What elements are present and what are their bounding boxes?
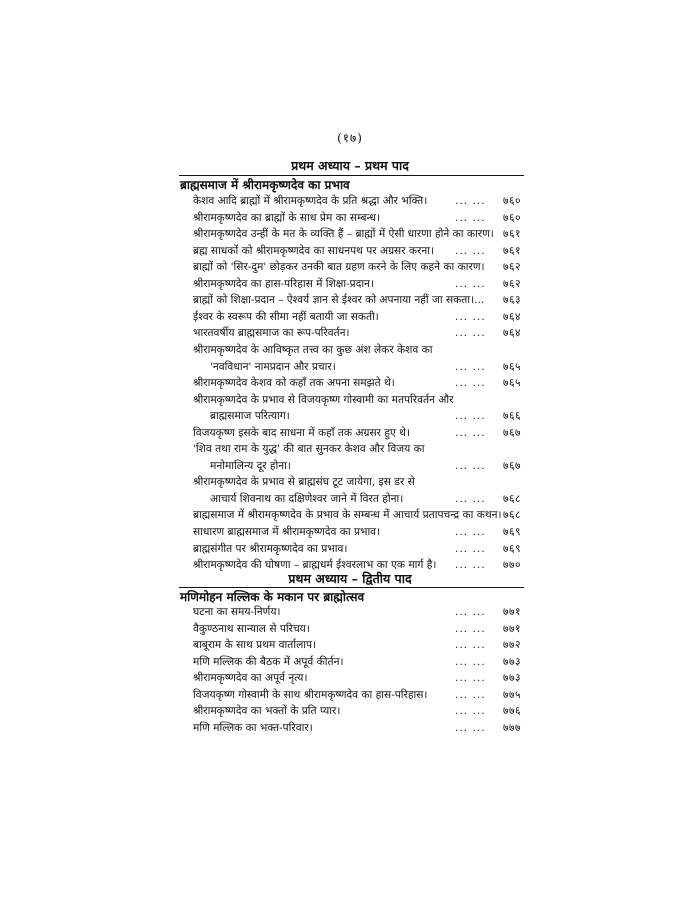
toc-entry-leader: ... ... [455, 360, 486, 373]
toc-entry [0, 309, 700, 325]
toc-entry [0, 621, 700, 637]
toc-entry-leader: ... ... [455, 310, 486, 323]
chapter-title: ब्राह्मसमाज में श्रीरामकृष्णदेव का प्रभाव [180, 178, 350, 192]
chapter-title: मणिमोहन मल्लिक के मकान पर ब्राह्मोत्सव [180, 590, 365, 604]
toc-entry [0, 425, 700, 441]
toc-entry-title: ब्रह्म साधकों को श्रीरामकृष्णदेव का साधनपथ पर अग्रसर करना। [193, 244, 435, 257]
toc-entry-page: ७७५ [503, 688, 522, 701]
toc-entry-leader: ... ... [455, 705, 486, 718]
toc-entry-page: ७६३ [503, 294, 522, 307]
toc-entry [0, 375, 700, 391]
toc-entry-title: विजयकृष्ण गोस्वामी के साथ श्रीरामकृष्णदेव का हास-परिहास। [193, 688, 428, 701]
toc-entry-page: ७७७ [503, 721, 522, 734]
toc-entry [0, 541, 700, 557]
toc-entry-leader: ... ... [455, 655, 486, 668]
toc-entry-title: ब्राह्मों को शिक्षा-प्रदान – ऐश्वर्य ज्ञान से ईश्वर को अपनाया नहीं जा सकता।... [193, 294, 485, 307]
toc-entry-title: आचार्य शिवनाथ का दक्षिणेश्वर जाने में विरत होना। [210, 492, 404, 505]
toc-entry-page: ७७६ [503, 705, 522, 718]
toc-entry-title: ब्राह्मसमाज परित्याग। [210, 410, 290, 423]
toc-entry-page: ७६४ [503, 327, 522, 340]
toc-entry-leader: ... ... [455, 622, 486, 635]
toc-entry-leader: ... ... [455, 688, 486, 701]
toc-entry [0, 342, 700, 358]
toc-entry-title: विजयकृष्ण इसके बाद साधना में कहाँ तक अग्रसर हुए थे। [193, 426, 410, 439]
toc-entry [0, 193, 700, 209]
page-number: (१७) [337, 131, 363, 145]
toc-entry-title: साधारण ब्राह्मसमाज में श्रीरामकृष्णदेव का प्रभाव। [193, 526, 381, 538]
toc-entry-leader: ... ... [455, 459, 486, 472]
toc-entry [0, 637, 700, 653]
toc-entry-page: ७७१ [503, 622, 522, 635]
toc-entry [0, 359, 700, 375]
toc-entry-page: ७६६ [503, 410, 522, 423]
toc-entry-leader: ... ... [455, 211, 486, 224]
toc-entry-title: श्रीरामकृष्णदेव के आविष्कृत तत्त्व का कुछ अंश लेकर केशव का [193, 343, 433, 356]
toc-entry-title: श्रीरामकृष्णदेव का हास-परिहास में शिक्षा-प्रदान। [193, 277, 374, 290]
toc-entry-page: ७७१ [503, 606, 522, 618]
toc-entry-page: ७६० [503, 195, 522, 207]
section-heading: प्रथम अध्याय – प्रथम पाद [291, 158, 409, 173]
toc-entry-title: श्रीरामकृष्णदेव की घोषणा – ब्राह्मधर्म ईश्वरलाभ का एक मार्ग है। [193, 559, 437, 572]
toc-entry-title: भारतवर्षीय ब्राह्मसमाज का रूप-परिवर्तन। [193, 327, 350, 340]
toc-entry-page: ७६९ [503, 526, 522, 538]
toc-entry [0, 474, 700, 490]
toc-entry-leader: ... ... [455, 244, 486, 257]
toc-entry-leader: ... ... [455, 606, 486, 618]
toc-entry-title: 'शिव तथा राम के युद्ध' की बात सुनकर केशव और विजय का [193, 443, 425, 456]
toc-entry [0, 441, 700, 457]
toc-entry-title: श्रीरामकृष्णदेव केशव को कहाँ तक अपना समझते थे। [193, 377, 395, 390]
toc-entry-title: श्रीरामकृष्णदेव उन्हीं के मत के व्यक्ति हैं – ब्राह्मों में ऐसी धारणा होने का कारण। [193, 228, 494, 241]
toc-entry [0, 687, 700, 703]
toc-entry-page: ७७२ [503, 639, 522, 652]
toc-entry [0, 507, 700, 523]
toc-entry-page: ७६७ [503, 459, 522, 472]
toc-entry-title: मणि मल्लिक का भक्त-परिवार। [193, 721, 313, 734]
toc-entry-leader: ... ... [455, 327, 486, 340]
toc-entry-page: ७६० [503, 211, 522, 224]
toc-entry [0, 276, 700, 292]
toc-entry-leader: ... ... [455, 526, 486, 538]
toc-entry-page: ७६१ [503, 228, 522, 241]
toc-entry [0, 458, 700, 474]
toc-entry-leader: ... ... [455, 410, 486, 423]
toc-entry-title: वैकुण्ठनाथ सान्याल से परिचय। [193, 622, 310, 635]
toc-entry-page: ७७० [503, 559, 522, 572]
toc-entry-title: ब्राह्मसंगीत पर श्रीरामकृष्णदेव का प्रभाव। [193, 542, 348, 555]
toc-entry-page: ७७३ [503, 672, 522, 685]
toc-entry-title: घटना का समय-निर्णय। [193, 606, 281, 618]
toc-entry-title: ईश्वर के स्वरूप की सीमा नहीं बतायी जा सकती। [193, 310, 379, 323]
toc-entry-title: 'नवविधान' नामप्रदान और प्रचार। [210, 360, 336, 373]
toc-entry [0, 259, 700, 275]
toc-entry [0, 604, 700, 620]
toc-entry-page: ७६४ [503, 310, 522, 323]
toc-entry [0, 243, 700, 259]
toc-entry [0, 720, 700, 736]
toc-entry-leader: ... ... [455, 721, 486, 734]
toc-entry-leader: ... ... [455, 639, 486, 652]
toc-entry-leader: ... ... [455, 559, 486, 572]
toc-entry [0, 670, 700, 686]
toc-entry-title: श्रीरामकृष्णदेव के प्रभाव से विजयकृष्ण गोस्वामी का मतपरिवर्तन और [193, 393, 454, 406]
toc-entry-title: मणि मल्लिक की बैठक में अपूर्व कीर्तन। [193, 655, 344, 668]
toc-entry [0, 524, 700, 540]
toc-entry-leader: ... ... [455, 492, 486, 505]
toc-entry-title: मनोमालिन्य दूर होना। [210, 459, 291, 472]
toc-entry-leader: ... ... [455, 195, 486, 207]
toc-entry [0, 392, 700, 408]
toc-entry-title: श्रीरामकृष्णदेव का ब्राह्मों के साथ प्रेम का सम्बन्ध। [193, 211, 381, 224]
toc-entry-leader: ... ... [455, 542, 486, 555]
toc-entry-page: ७६७ [503, 426, 522, 439]
toc-entry-page: ७७३ [503, 655, 522, 668]
section-heading: प्रथम अध्याय – द्वितीय पाद [288, 571, 412, 586]
toc-entry-title: श्रीरामकृष्णदेव का भक्तों के प्रति प्यार। [193, 705, 341, 718]
toc-entry-title: केशव आदि ब्राह्मों में श्रीरामकृष्णदेव के प्रति श्रद्धा और भक्ति। [193, 195, 428, 207]
toc-entry [0, 408, 700, 424]
toc-entry [0, 210, 700, 226]
toc-entry-page: ७६१ [503, 244, 522, 257]
toc-entry-title: श्रीरामकृष्णदेव का अपूर्व नृत्य। [193, 672, 308, 685]
toc-entry [0, 226, 700, 242]
toc-entry [0, 491, 700, 507]
toc-entry-page: ७६९ [503, 542, 522, 555]
toc-entry-page: ७६५ [503, 377, 522, 390]
toc-entry-page: ७६८ [503, 509, 522, 522]
toc-entry [0, 654, 700, 670]
toc-entry-leader: ... ... [455, 277, 486, 290]
toc-entry-leader: ... ... [455, 377, 486, 390]
toc-entry-title: श्रीरामकृष्णदेव के प्रभाव से ब्राह्मसंघ टूट जायेगा, इस डर से [193, 476, 415, 489]
toc-entry-leader: ... ... [455, 672, 486, 685]
toc-entry-title: बाबूराम के साथ प्रथम वार्तालाप। [193, 639, 317, 652]
toc-entry-title: ब्राह्मसमाज में श्रीरामकृष्णदेव के प्रभाव के सम्बन्ध में आचार्य प्रतापचन्द्र का कथन। [193, 509, 502, 522]
toc-entry [0, 703, 700, 719]
toc-entry-page: ७६२ [503, 261, 522, 274]
toc-entry-page: ७६५ [503, 360, 522, 373]
toc-entry-page: ७६२ [503, 277, 522, 290]
toc-entry-leader: ... ... [455, 426, 486, 439]
toc-entry-page: ७६८ [503, 492, 522, 505]
toc-entry [0, 292, 700, 308]
toc-entry-title: ब्राह्मों को 'सिर-दुम' छोड़कर उनकी बात ग्रहण करने के लिए कहने का कारण। [193, 261, 485, 274]
toc-entry [0, 325, 700, 341]
